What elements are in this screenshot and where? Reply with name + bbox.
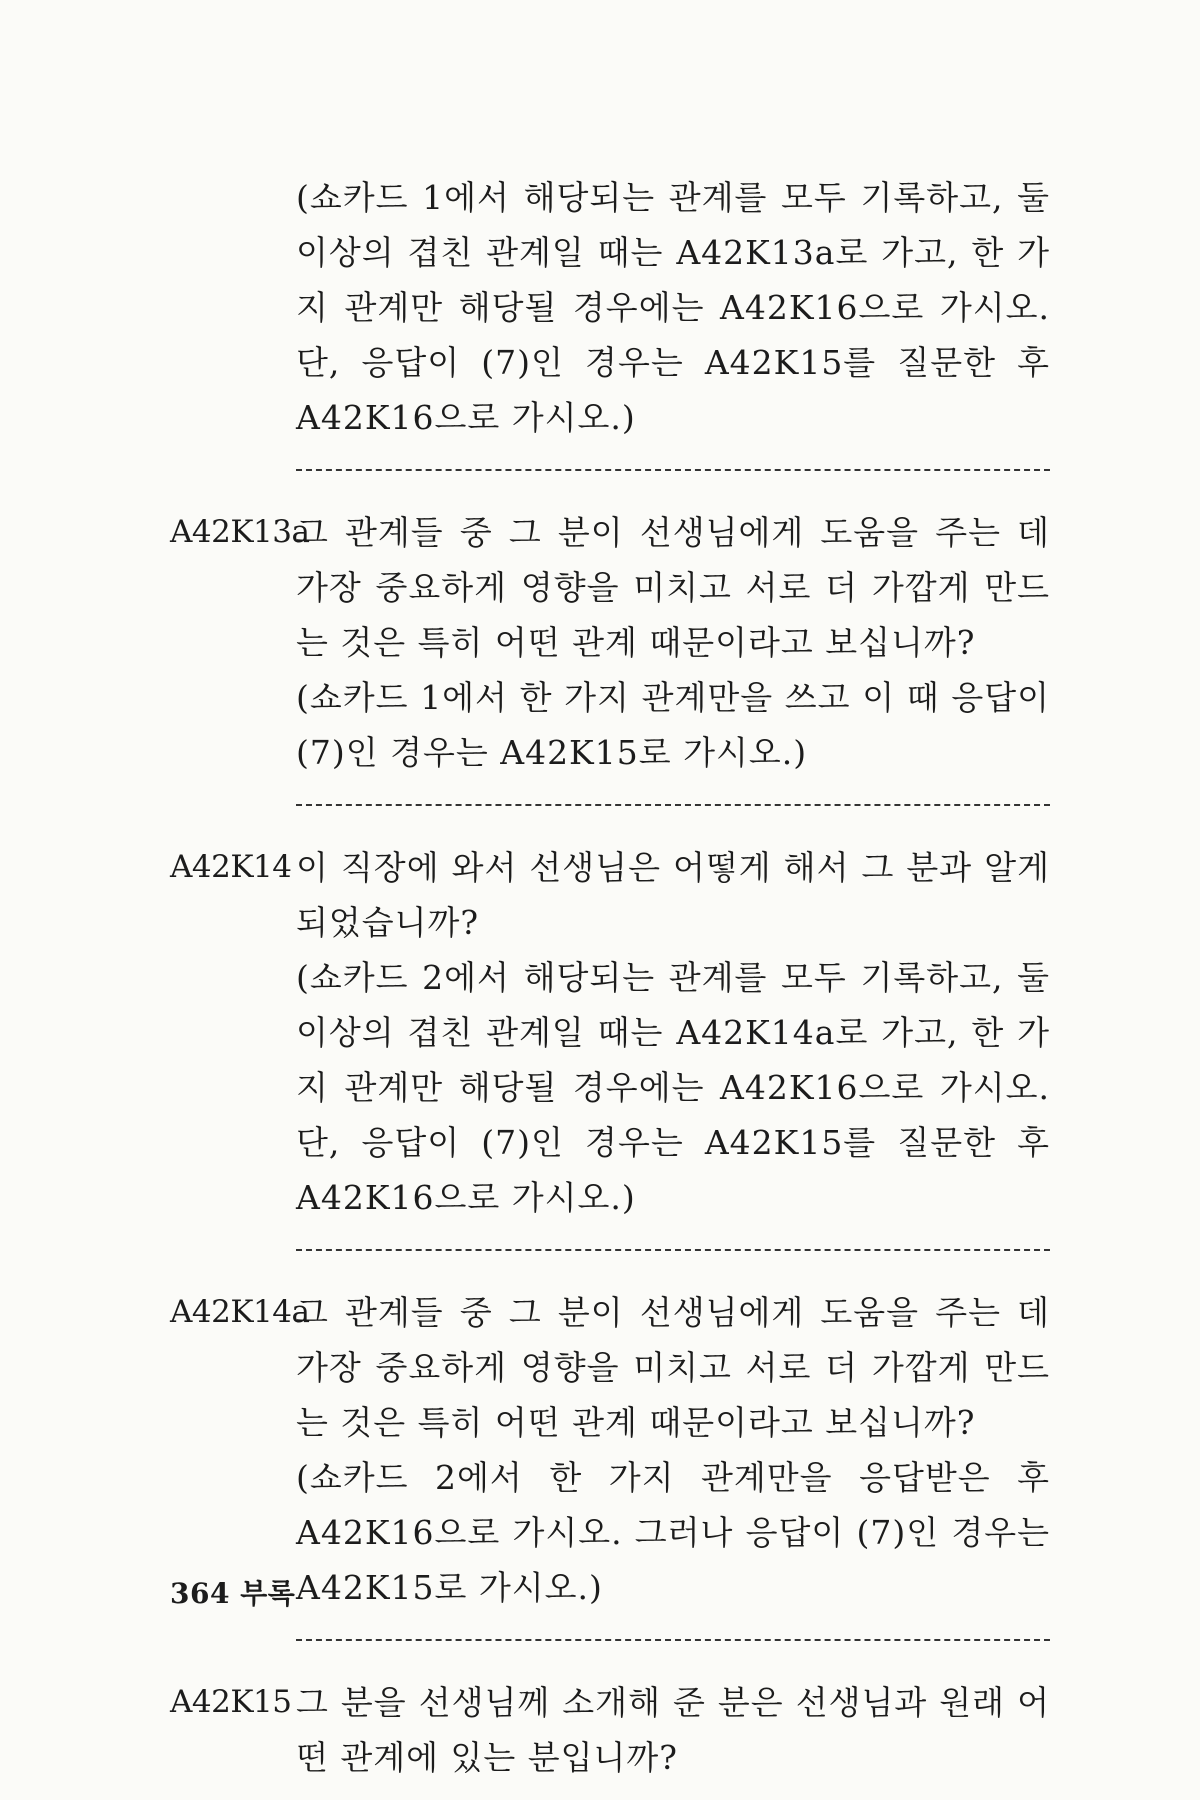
question-text: 그 분을 선생님께 소개해 준 분은 선생님과 원래 어떤 관계에 있는 분입니까? (296, 1683, 1050, 1777)
page-content (170, 170, 1050, 1785)
question-A42K15 (170, 1675, 1050, 1785)
question-text: 그 관계들 중 그 분이 선생님에게 도움을 주는 데 가장 중요하게 영향을 미치고 서로 더 가깝게 만드는 것은 특히 어떤 관계 때문이라고 보십니까? (296, 513, 1050, 662)
question-text: 이 직장에 와서 선생님은 어떻게 해서 그 분과 알게 되었습니까? (296, 848, 1050, 942)
page-footer (170, 1572, 295, 1612)
question-id: A42K14a (170, 1294, 310, 1330)
question-A42K14a (170, 1285, 1050, 1450)
page-number: 364 (170, 1577, 230, 1610)
question-text: 그 관계들 중 그 분이 선생님에게 도움을 주는 데 가장 중요하게 영향을 미치고 서로 더 가깝게 만드는 것은 특히 어떤 관계 때문이라고 보십니까? (296, 1293, 1050, 1442)
question-id: A42K14 (170, 849, 292, 885)
instruction-text: (쇼카드 1에서 해당되는 관계를 모두 기록하고, 둘 이상의 겹친 관계일 때는 A42K13a로 가고, 한 가지 관계만 해당될 경우에는 A42K16으로 가시오. 단, 응답이 (7)인 경우는 A42K15를 질문한 후 A42K16으로 가시오.) (296, 178, 1050, 437)
dashed-divider (296, 804, 1050, 806)
dashed-divider (296, 1639, 1050, 1641)
section-label: 부록 (240, 1577, 296, 1610)
dashed-divider (296, 469, 1050, 471)
instruction-text: (쇼카드 2에서 해당되는 관계를 모두 기록하고, 둘 이상의 겹친 관계일 때는 A42K14a로 가고, 한 가지 관계만 해당될 경우에는 A42K16으로 가시오. 단, 응답이 (7)인 경우는 A42K15를 질문한 후 A42K16으로 가시오.) (296, 958, 1050, 1217)
question-id: A42K13a (170, 514, 310, 550)
question-id: A42K15 (170, 1684, 292, 1720)
instruction-text: (쇼카드 1에서 한 가지 관계만을 쓰고 이 때 응답이 (7)인 경우는 A42K15로 가시오.) (296, 678, 1050, 772)
question-A42K14 (170, 840, 1050, 950)
question-A42K13a (170, 505, 1050, 670)
dashed-divider (296, 1249, 1050, 1251)
instruction-text: (쇼카드 2에서 한 가지 관계만을 응답받은 후 A42K16으로 가시오. 그러나 응답이 (7)인 경우는 A42K15로 가시오.) (296, 1458, 1050, 1607)
